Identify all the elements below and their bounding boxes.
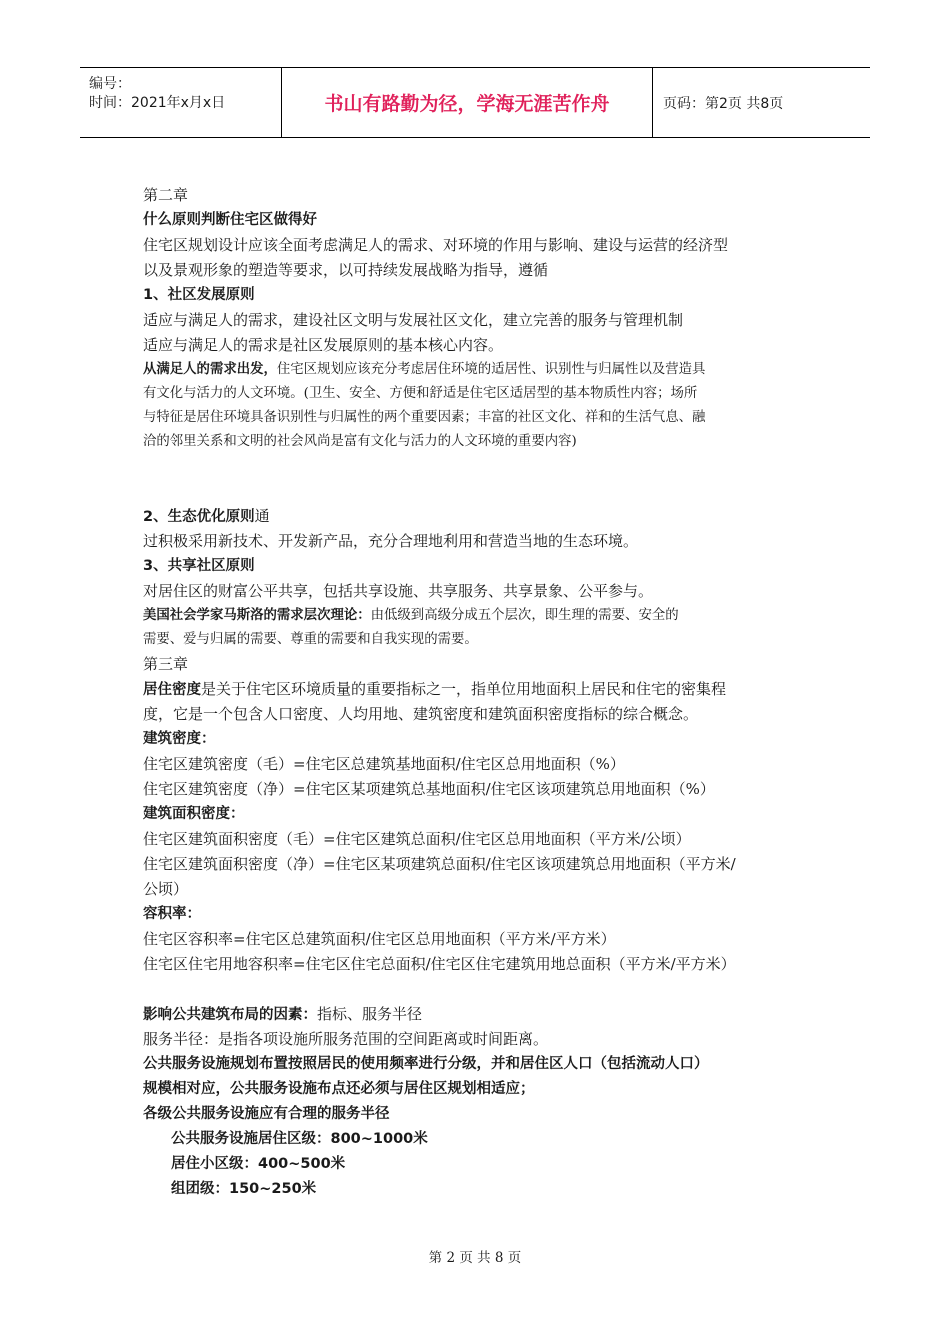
principle-1-detail-bold: 从满足人的需求出发，	[143, 362, 277, 377]
intro-line-1: 住宅区规划设计应该全面考虑满足人的需求、对环境的作用与影响、建设与运营的经济型	[143, 236, 729, 254]
floor-area-ratio-1: 住宅区容积率=住宅区总建筑面积/住宅区总用地面积（平方米/平方米）	[143, 930, 616, 948]
page-footer: 第 2 页 共 8 页	[428, 1250, 522, 1266]
density-bold: 居住密度	[143, 682, 201, 698]
principle-2-heading	[143, 504, 823, 529]
document-time-label: 时间：2021年x月x日	[89, 95, 226, 111]
principle-1-detail-text: 住宅区规划应该充分考虑居住环境的适居性、识别性与归属性以及营造具	[276, 362, 706, 377]
public-service-plan-line-2: 规模相对应，公共服务设施布点还必须与居住区规划相适应；	[143, 1081, 535, 1097]
maslow-line-1	[143, 604, 823, 628]
principle-1-detail-line-1	[143, 358, 823, 382]
building-density-gross: 住宅区建筑密度（毛）=住宅区总建筑基地面积/住宅区总用地面积（%）	[143, 755, 625, 773]
floor-area-density-net-cont: 公顷）	[143, 880, 189, 898]
principle-2-heading-tail: 通	[254, 507, 270, 525]
public-building-factors-bold: 影响公共建筑布局的因素：	[143, 1007, 317, 1023]
floor-area-ratio-heading: 容积率：	[143, 906, 201, 922]
spacer	[143, 454, 823, 504]
service-level-cluster: 组团级：150~250米	[171, 1181, 317, 1197]
floor-area-density-heading: 建筑面积密度：	[143, 806, 245, 822]
principle-2-line: 过积极采用新技术、开发新产品，充分合理地利用和营造当地的生态环境。	[143, 532, 639, 550]
principle-1-heading: 1、社区发展原则	[143, 287, 255, 303]
principle-2-heading-bold: 2、生态优化原则	[143, 509, 255, 525]
public-service-plan-line-1: 公共服务设施规划布置按照居民的使用频率进行分级，并和居住区人口（包括流动人口）	[143, 1056, 709, 1072]
service-levels-heading: 各级公共服务设施应有合理的服务半径	[143, 1106, 390, 1122]
maslow-bold: 美国社会学家马斯洛的需求层次理论：	[143, 608, 371, 623]
header-left-cell	[80, 68, 281, 137]
public-building-factors-text: 指标、服务半径	[317, 1005, 423, 1023]
document-number-label: 编号：	[89, 76, 131, 92]
maslow-line-2: 需要、爱与归属的需要、尊重的需要和自我实现的需要。	[143, 632, 478, 647]
service-radius-definition: 服务半径：是指各项设施所服务范围的空间距离或时间距离。	[143, 1030, 549, 1048]
density-text: 是关于住宅区环境质量的重要指标之一，指单位用地面积上居民和住宅的密集程	[201, 680, 727, 698]
header-page-info: 页码：第2页 共8页	[663, 95, 784, 112]
principle-1-detail-line-3: 与特征是居住环境具备识别性与归属性的两个重要因素；丰富的社区文化、祥和的生活气息、融	[143, 410, 706, 425]
chapter-two-label: 第二章	[143, 186, 189, 204]
intro-line-2: 以及景观形象的塑造等要求，以可持续发展战略为指导，遵循	[143, 261, 549, 279]
service-level-subdistrict: 居住小区级：400~500米	[171, 1156, 346, 1172]
service-level-district: 公共服务设施居住区级：800~1000米	[171, 1131, 428, 1147]
maslow-text: 由低级到高级分成五个层次，即生理的需要、安全的	[370, 608, 679, 623]
principle-1-detail-line-4: 洽的邻里关系和文明的社会风尚是富有文化与活力的人文环境的重要内容)	[143, 434, 577, 449]
building-density-heading: 建筑密度：	[143, 731, 216, 747]
floor-area-density-net: 住宅区建筑面积密度（净）=住宅区某项建筑总面积/住宅区该项建筑总用地面积（平方米/	[143, 855, 736, 873]
principle-1-detail-line-2: 有文化与活力的人文环境。(卫生、安全、方便和舒适是住宅区适居型的基本物质性内容；场所	[143, 386, 698, 401]
section-title: 什么原则判断住宅区做得好	[143, 212, 317, 228]
header-table	[80, 67, 870, 138]
principle-3-line: 对居住区的财富公平共享，包括共享设施、共享服务、共享景象、公平参与。	[143, 582, 654, 600]
floor-area-density-gross: 住宅区建筑面积密度（毛）=住宅区建筑总面积/住宅区总用地面积（平方米/公顷）	[143, 830, 691, 848]
floor-area-ratio-2: 住宅区住宅用地容积率=住宅区住宅总面积/住宅区住宅建筑用地总面积（平方米/平方米）	[143, 955, 736, 973]
building-density-net: 住宅区建筑密度（净）=住宅区某项建筑总基地面积/住宅区该项建筑总用地面积（%）	[143, 780, 715, 798]
header-motto: 书山有路勤为径，学海无涯苦作舟	[281, 68, 653, 137]
principle-1-line-2: 适应与满足人的需求是社区发展原则的基本核心内容。	[143, 336, 504, 354]
principle-1-line-1: 适应与满足人的需求，建设社区文明与发展社区文化，建立完善的服务与管理机制	[143, 311, 684, 329]
density-line-1	[143, 677, 823, 702]
public-building-factors	[143, 1002, 823, 1027]
chapter-three-label: 第三章	[143, 655, 189, 673]
document-body	[143, 183, 823, 1202]
spacer	[143, 977, 823, 1002]
principle-3-heading: 3、共享社区原则	[143, 558, 255, 574]
density-line-2: 度，它是一个包含人口密度、人均用地、建筑密度和建筑面积密度指标的综合概念。	[143, 705, 699, 723]
header-right-cell	[653, 68, 870, 137]
